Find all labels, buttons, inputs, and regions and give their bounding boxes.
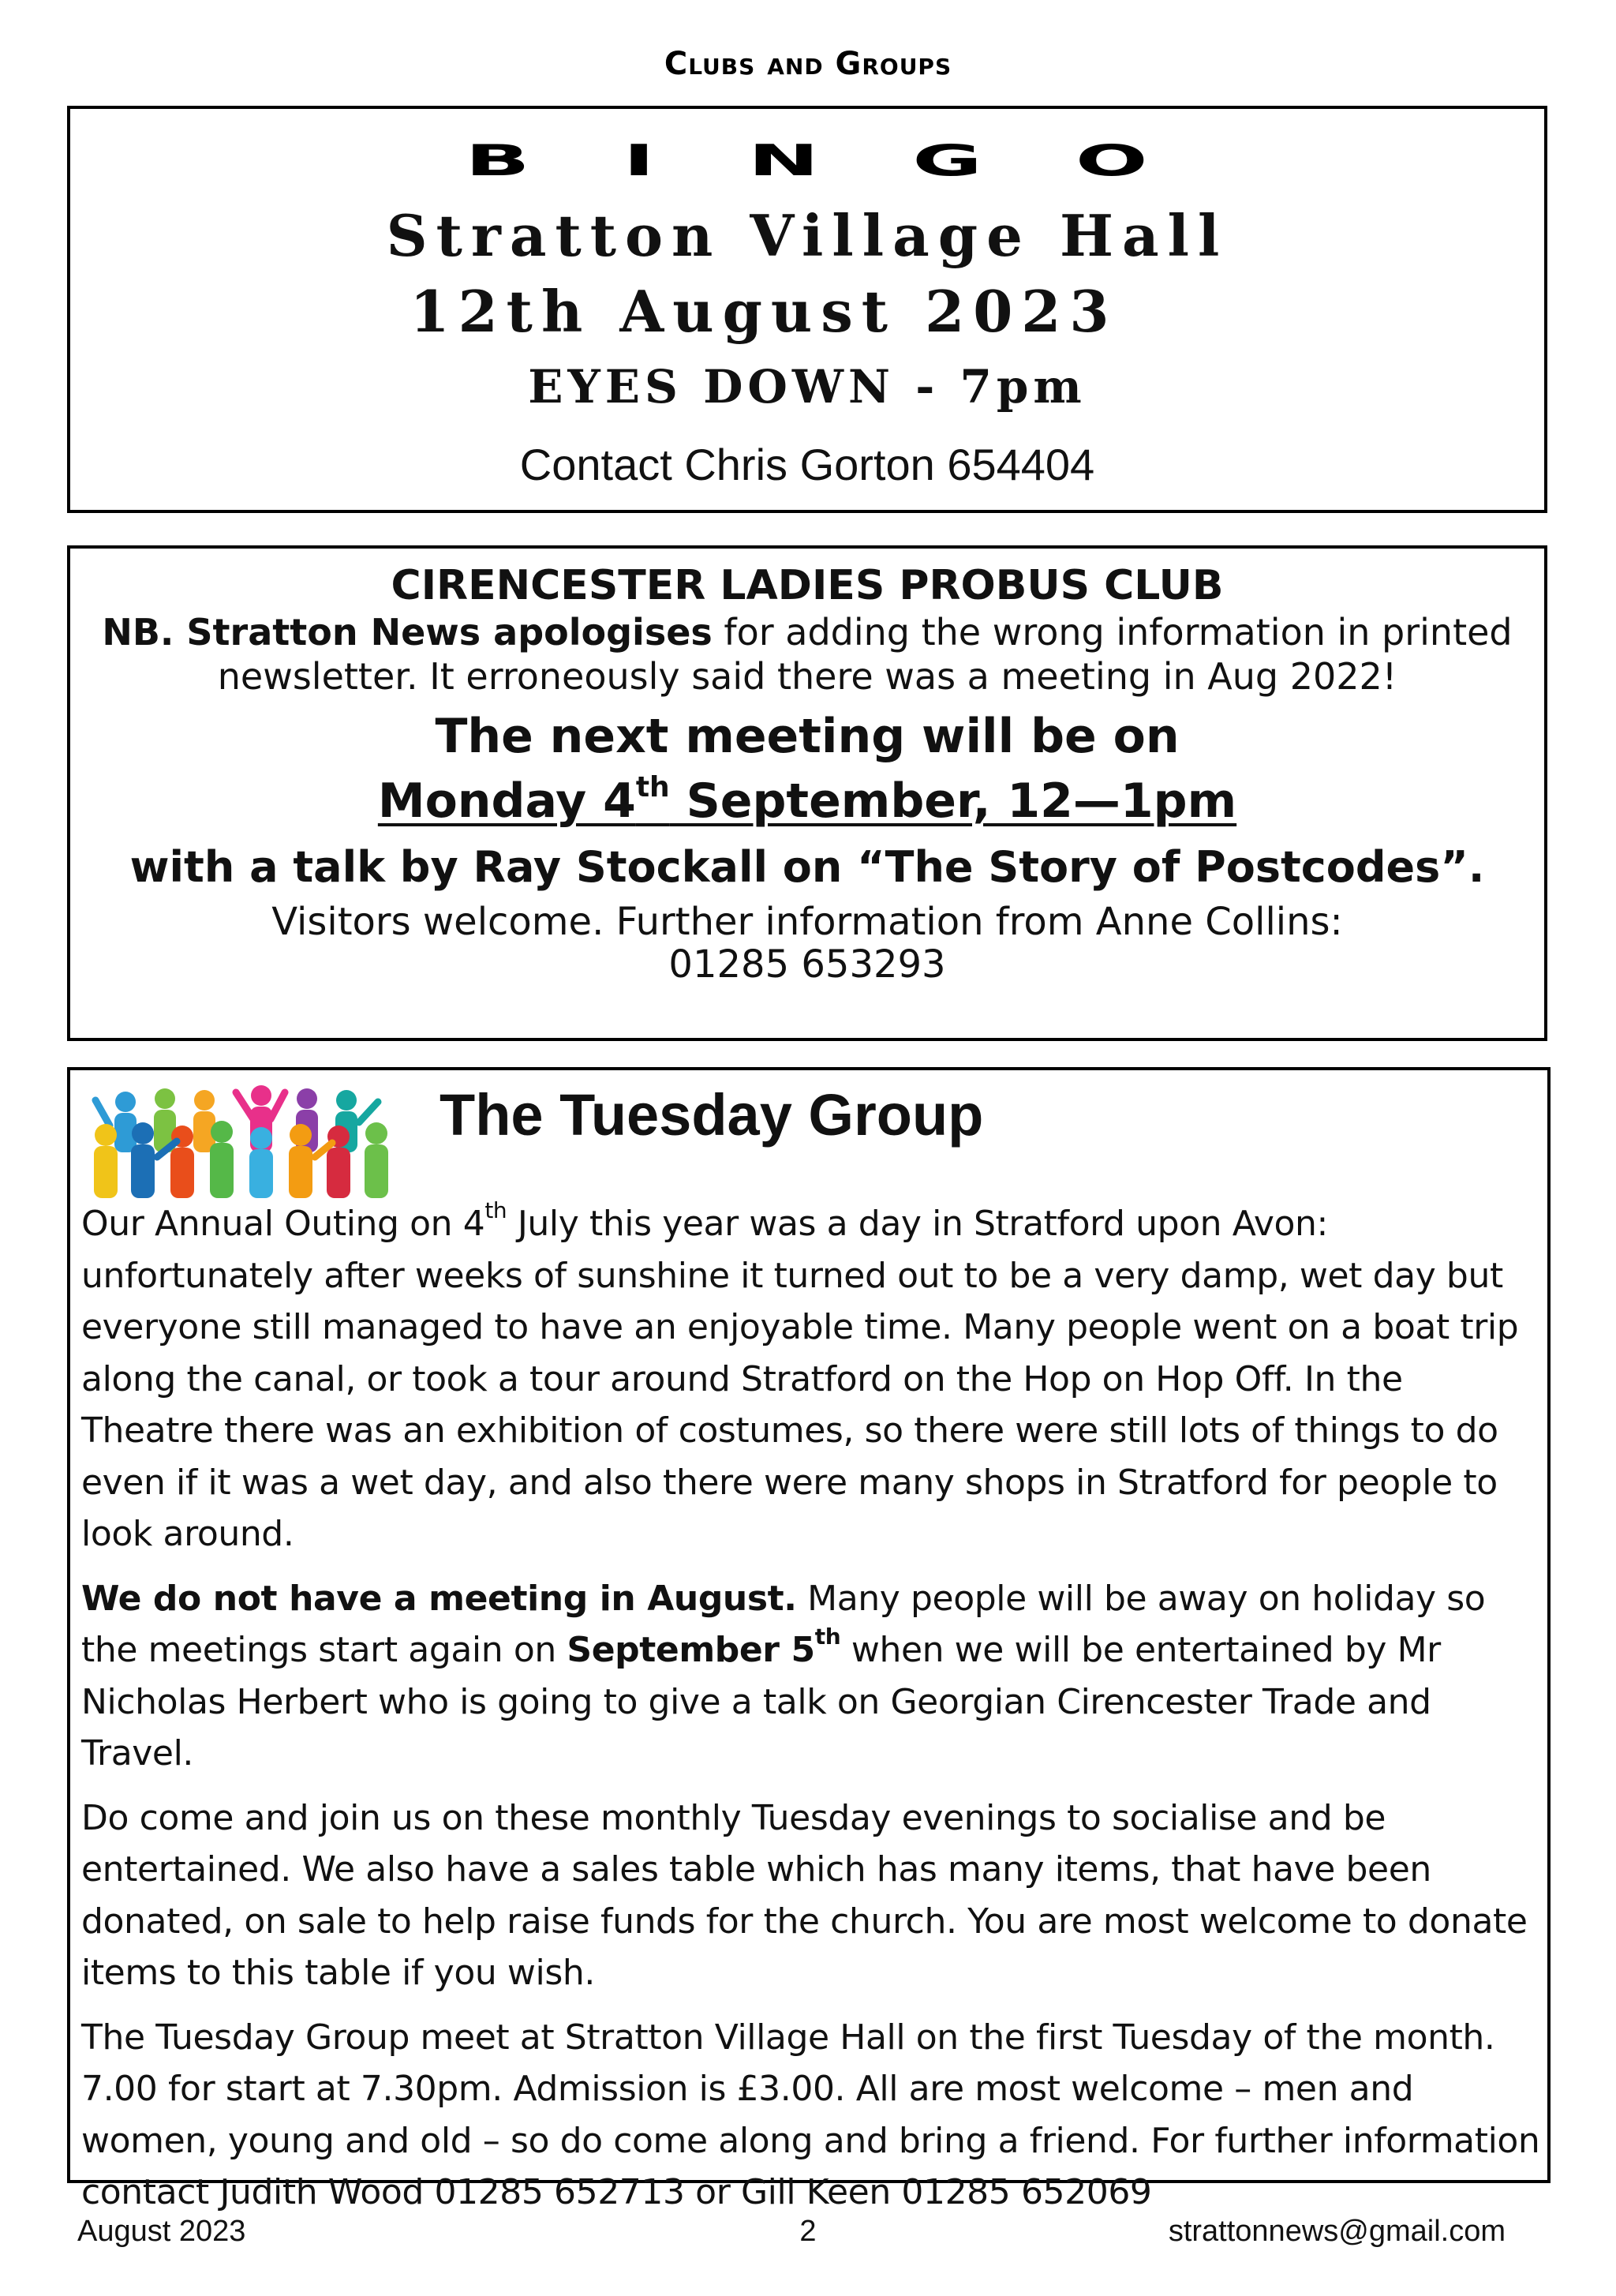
bingo-letter: I — [623, 136, 656, 185]
page-number: 2 — [799, 2215, 817, 2248]
visitors-phone: 01285 653293 — [668, 942, 946, 987]
bingo-letter: B — [465, 136, 532, 185]
probus-title: CIRENCESTER LADIES PROBUS CLUB — [391, 562, 1224, 609]
paragraph-text: July this year was a day in Stratford upon Avon: unfortunately after weeks of sunshine it turned out to be a very damp, wet day but everyone still managed to have an enjoyable time. Many people went on a boat trip along the canal, or took a tour around Stratford on the Hop on Hop Off. In the Theatre there was an exhibition of costumes, so there were still lots of things to do even if it was a wet day, and also there were many shops in Stratford for people to look around. — [81, 1204, 1519, 1554]
talk-info: with a talk by Ray Stockall on “The Story of Postcodes”. — [129, 842, 1485, 892]
visitors-info — [70, 901, 1544, 986]
apology-bold: NB. Stratton News apologises — [102, 611, 713, 654]
page-title: Clubs and Groups — [664, 46, 952, 82]
bingo-venue: Stratton Village Hall — [386, 202, 1229, 269]
meeting-date-sup: th — [635, 771, 670, 803]
apology-text: for adding the wrong information in printed — [712, 611, 1513, 654]
people-group-icon — [78, 1078, 403, 1200]
tuesday-group-title: The Tuesday Group — [440, 1082, 984, 1148]
paragraph — [81, 1573, 1541, 1780]
probus-notice — [67, 545, 1547, 1041]
paragraph-text: Many people will be away on holiday so the meetings start again on — [81, 1578, 1486, 1670]
bingo-date: 12th August 2023 — [410, 278, 1118, 345]
apology-text-2: newsletter. It erroneously said there was a meeting in Aug 2022! — [217, 655, 1397, 698]
bingo-letter: G — [912, 136, 984, 185]
visitors-line: Visitors welcome. Further information from Anne Collins: — [271, 900, 1343, 944]
bingo-contact: Contact Chris Gorton 654404 — [519, 440, 1095, 489]
tuesday-group-body — [81, 1198, 1541, 2231]
paragraph-text: when we will be entertained by Mr Nicholas Herbert who is going to give a talk on Georgian Cirencester Trade and Travel. — [81, 1630, 1441, 1774]
bingo-notice — [67, 106, 1547, 513]
footer-email[interactable]: strattonnews@gmail.com — [1168, 2215, 1506, 2248]
paragraph: The Tuesday Group meet at Stratton Village Hall on the first Tuesday of the month. 7.00 for start at 7.30pm. Admission is £3.00. All are most welcome – men and women, young and old – so do come along and bring a friend. For further information contact Judith Wood 01285 652713 or Gill Keen 01285 652069 — [81, 2017, 1540, 2212]
bold-sup: th — [814, 1624, 841, 1650]
bingo-letter: O — [1075, 136, 1150, 185]
bingo-letter: N — [747, 136, 821, 185]
bold-text: September 5 — [567, 1630, 815, 1670]
meeting-date-prefix: Monday 4 — [377, 773, 636, 829]
paragraph: Do come and join us on these monthly Tuesday evenings to socialise and be entertained. We also have a sales table which has many items, that have been donated, on sale to help raise funds for the church. You are most welcome to donate items to this table if you wish. — [81, 1797, 1528, 1993]
meeting-date — [70, 768, 1544, 834]
bingo-time: EYES DOWN - 7pm — [528, 360, 1087, 414]
footer-date: August 2023 — [77, 2215, 246, 2248]
bold-text: We do not have a meeting in August. — [81, 1578, 797, 1619]
paragraph-text: Our Annual Outing on 4 — [81, 1204, 485, 1244]
ordinal-sup — [815, 1624, 841, 1650]
bingo-title — [70, 136, 1544, 185]
meeting-date-suffix: September, 12—1pm — [669, 773, 1237, 829]
probus-apology — [70, 610, 1544, 699]
paragraph — [81, 1198, 1541, 1560]
next-meeting-heading: The next meeting will be on — [435, 709, 1180, 764]
ordinal-sup: th — [484, 1197, 507, 1223]
tuesday-group-notice — [67, 1067, 1551, 2212]
